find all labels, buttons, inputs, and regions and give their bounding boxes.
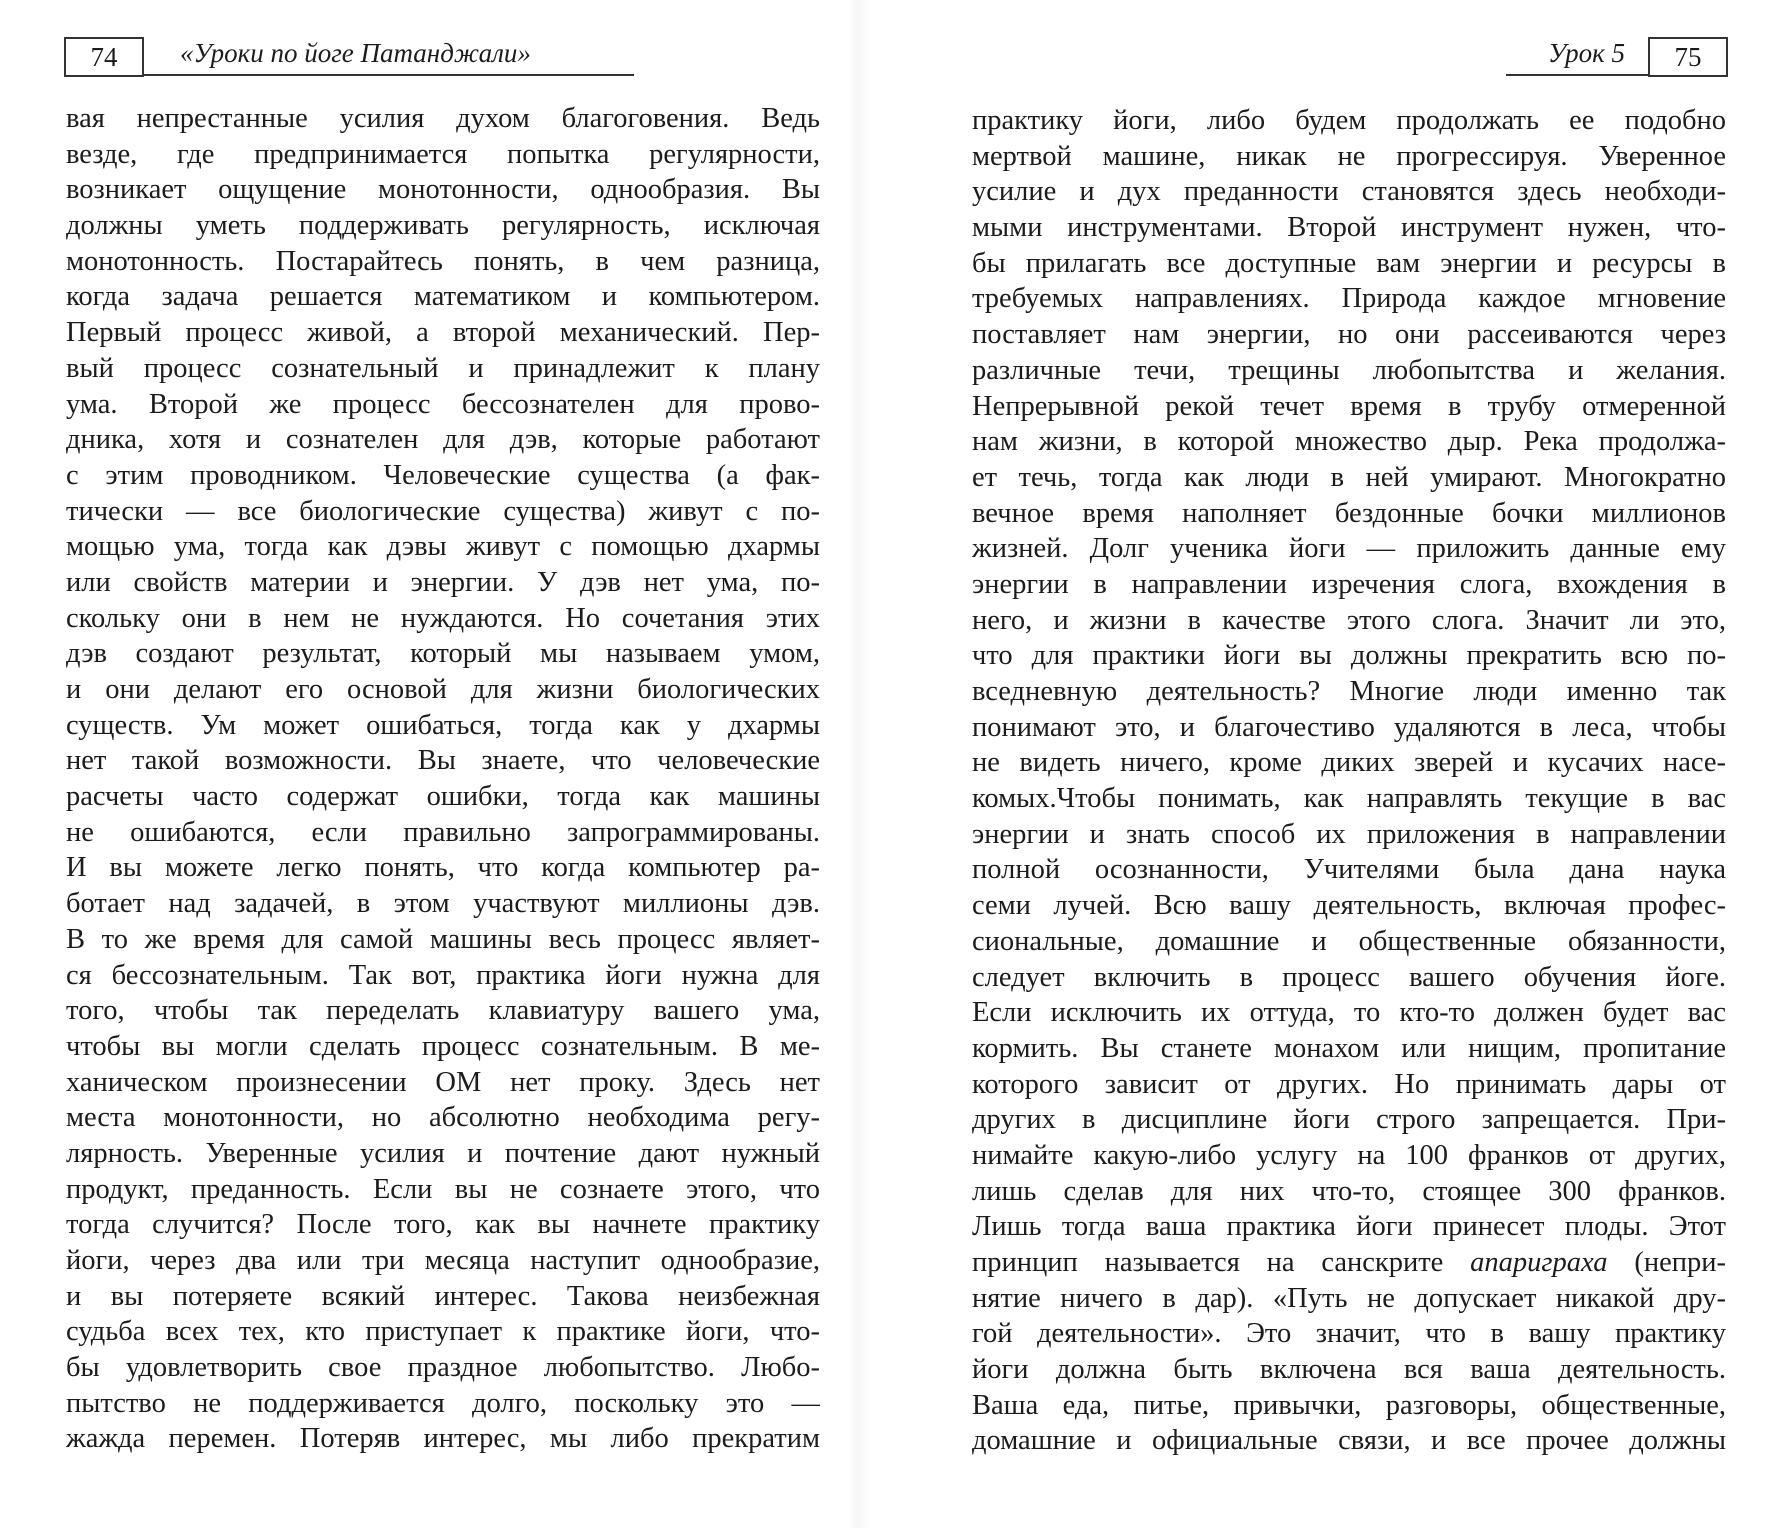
text-line-italic: [972, 1245, 1726, 1281]
text-line: должны уметь поддерживать регулярность, исключая: [66, 210, 820, 242]
text-line: с этим проводником. Человеческие существа (а фак-: [66, 459, 820, 491]
text-line: него, и жизни в качестве этого слога. Значит ли это,: [972, 604, 1726, 636]
left-header-rule: [144, 74, 634, 76]
text-line: поставляет нам энергии, но они рассеиваются через: [972, 319, 1726, 351]
text-line: ума. Второй же процесс бессознателен для прово-: [66, 388, 820, 420]
right-text-block-1: [972, 103, 1726, 1245]
text-line: скольку они в нем не нуждаются. Но сочетания этих: [66, 602, 820, 634]
text-line: и вы потеряете всякий интерес. Такова неизбежная: [66, 1280, 820, 1312]
left-page: [0, 0, 860, 1528]
text-line: И вы можете легко понять, что когда компьютер ра-: [66, 852, 820, 884]
text-line: чтобы вы могли сделать процесс сознательным. В ме-: [66, 1030, 820, 1062]
text-line: требуемых направлениях. Природа каждое мгновение: [972, 283, 1726, 315]
left-page-text: [66, 101, 820, 1457]
text-line: ет течь, тогда как люди в ней умирают. Многократно: [972, 461, 1726, 493]
right-page: [860, 0, 1788, 1528]
text-line: существ. Ум может ошибаться, тогда как у дхармы: [66, 709, 820, 741]
text-line: нятие ничего в дар). «Путь не допускает никакой дру-: [972, 1282, 1726, 1314]
text-line: везде, где предпринимается попытка регулярности,: [66, 138, 820, 170]
text-line: монотонность. Постарайтесь понять, в чем разница,: [66, 245, 820, 277]
text-line: понимают это, и благочестиво удаляются в леса, чтобы: [972, 711, 1726, 743]
text-line: жажда перемен. Потеряв интерес, мы либо прекратим: [66, 1423, 820, 1455]
right-header-rule: [1506, 74, 1648, 76]
text-line: усилие и дух преданности становятся здесь необходи-: [972, 176, 1726, 208]
text-line: что для практики йоги вы должны прекратить всю по-: [972, 640, 1726, 672]
text-line: не ошибаются, если правильно запрограммированы.: [66, 816, 820, 848]
left-page-header: [64, 37, 574, 79]
text-line: энергии и знать способ их приложения в направлении: [972, 818, 1726, 850]
text-line: вседневную деятельность? Многие люди именно так: [972, 676, 1726, 707]
text-line: бы прилагать все доступные вам энергии и ресурсы в: [972, 247, 1726, 279]
text-line: Если исключить их оттуда, то кто-то должен будет вас: [972, 997, 1726, 1029]
text-line: сиональные, домашние и общественные обязанности,: [972, 925, 1726, 957]
text-line: Первый процесс живой, а второй механический. Пер-: [66, 317, 820, 349]
text-line: дника, хотя и сознателен для дэв, которые работают: [66, 424, 820, 456]
text-line: когда задача решается математиком и компьютером.: [66, 281, 820, 313]
right-page-header: [1506, 37, 1728, 79]
text-line: мыми инструментами. Второй инструмент нужен, что-: [972, 212, 1726, 244]
left-page-number: 74: [64, 37, 144, 77]
text-line: расчеты часто содержат ошибки, тогда как машины: [66, 781, 820, 813]
text-run: принцип называется на санскрите: [972, 1247, 1471, 1278]
text-line: полной осознанности, Учителями была дана наука: [972, 854, 1726, 886]
text-line: мощью ума, тогда как дэвы живут с помощью дхармы: [66, 531, 820, 563]
text-line: ханическом произнесении ОМ нет проку. Здесь нет: [66, 1066, 820, 1098]
text-line: семи лучей. Всю вашу деятельность, включая профес-: [972, 890, 1726, 922]
text-line: продукт, преданность. Если вы не сознаете этого, что: [66, 1173, 820, 1205]
text-line: ботает над задачей, в этом участвуют миллионы дэв.: [66, 888, 820, 920]
text-line: мертвой машине, никак не прогрессируя. Уверенное: [972, 140, 1726, 172]
text-line: жизней. Долг ученика йоги — приложить данные ему: [972, 533, 1726, 565]
text-line: и они делают его основой для жизни биологических: [66, 674, 820, 705]
text-line: энергии в направлении изречения слога, вхождения в: [972, 568, 1726, 600]
text-line: бы удовлетворить свое праздное любопытство. Любо-: [66, 1352, 820, 1384]
right-page-number: 75: [1648, 37, 1728, 77]
text-line: кормить. Вы станете монахом или нищим, пропитание: [972, 1032, 1726, 1064]
text-line: тогда случится? После того, как вы начнете практику: [66, 1209, 820, 1241]
text-line: нам жизни, в которой множество дыр. Река продолжа-: [972, 426, 1726, 458]
right-page-text: [972, 103, 1726, 1459]
text-line: йоги должна быть включена вся ваша деятельность.: [972, 1354, 1726, 1386]
sanskrit-term: апариграха: [1470, 1247, 1608, 1278]
text-line: нимайте какую-либо услугу на 100 франков от других,: [972, 1139, 1726, 1171]
text-line: тически — все биологические существа) живут с по-: [66, 495, 820, 527]
text-line: которого зависит от других. Но принимать дары от: [972, 1068, 1726, 1100]
text-line: Непрерывной рекой течет время в трубу отмеренной: [972, 390, 1726, 422]
text-line: пытство не поддерживается долго, поскольку это —: [66, 1387, 820, 1419]
left-running-title: «Уроки по йоге Патанджали»: [180, 38, 531, 68]
text-line: гой деятельности». Это значит, что в вашу практику: [972, 1318, 1726, 1350]
text-line: различные течи, трещины любопытства и желания.: [972, 354, 1726, 386]
text-line: комых.Чтобы понимать, как направлять текущие в вас: [972, 783, 1726, 815]
right-running-title: Урок 5: [1548, 38, 1625, 68]
text-line: лярность. Уверенные усилия и почтение дают нужный: [66, 1137, 820, 1169]
text-line: нет такой возможности. Вы знаете, что человеческие: [66, 745, 820, 777]
text-line: В то же время для самой машины весь процесс являет-: [66, 923, 820, 955]
text-line: вечное время наполняет бездонные бочки миллионов: [972, 497, 1726, 529]
text-line: того, чтобы так переделать клавиатуру вашего ума,: [66, 995, 820, 1027]
text-line: йоги, через два или три месяца наступит однообразие,: [66, 1245, 820, 1276]
text-line: практику йоги, либо будем продолжать ее подобно: [972, 105, 1726, 136]
text-line: Ваша еда, питье, привычки, разговоры, общественные,: [972, 1389, 1726, 1421]
text-line: не видеть ничего, кроме диких зверей и кусачих насе-: [972, 747, 1726, 779]
text-line: возникает ощущение монотонности, однообразия. Вы: [66, 174, 820, 206]
text-line: домашние и официальные связи, и все прочее должны: [972, 1425, 1726, 1457]
text-line: ся бессознательным. Так вот, практика йоги нужна для: [66, 959, 820, 991]
text-line: лишь сделав для них что-то, стоящее 300 франков.: [972, 1175, 1726, 1207]
text-run: (непри-: [1607, 1247, 1726, 1278]
text-line: вый процесс сознательный и принадлежит к плану: [66, 352, 820, 384]
right-text-block-2: [972, 1281, 1726, 1459]
text-line: судьба всех тех, кто приступает к практике йоги, что-: [66, 1316, 820, 1348]
text-line: других в дисциплине йоги строго запрещается. При-: [972, 1104, 1726, 1136]
text-line: вая непрестанные усилия духом благоговения. Ведь: [66, 103, 820, 134]
text-line: Лишь тогда ваша практика йоги принесет плоды. Этот: [972, 1211, 1726, 1243]
text-line: дэв создают результат, который мы называем умом,: [66, 638, 820, 670]
text-line: места монотонности, но абсолютно необходима регу-: [66, 1102, 820, 1134]
text-line: следует включить в процесс вашего обучения йоге.: [972, 961, 1726, 993]
text-line: или свойств материи и энергии. У дэв нет ума, по-: [66, 566, 820, 598]
